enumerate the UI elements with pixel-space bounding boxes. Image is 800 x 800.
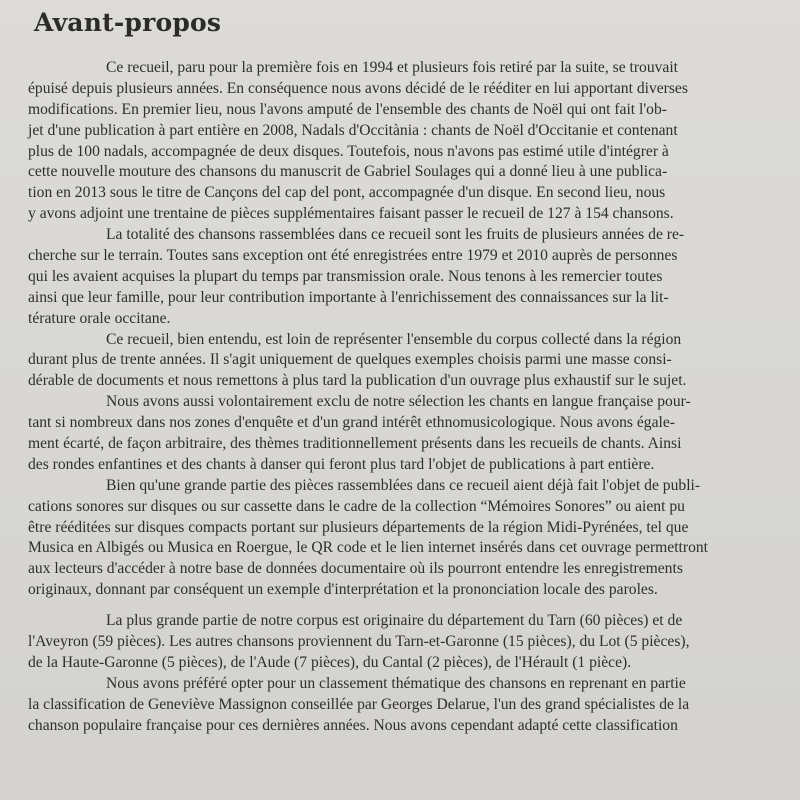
text-line: Ce recueil, paru pour la première fois en 1994 et plusieurs fois retiré par la suite, se trouvait <box>106 59 679 76</box>
page-heading: Avant-propos <box>34 8 222 37</box>
text-line: Nous avons préféré opter pour un classement thématique des chansons en reprenant en partie <box>106 674 686 692</box>
text-line: l'Aveyron (59 pièces). Les autres chansons proviennent du Tarn-et-Garonne (15 pièces), du Lot (5 pièces), <box>28 633 690 651</box>
text-line: térature orale occitane. <box>28 309 171 327</box>
text-line: Musica en Albigés ou Musica en Roergue, le QR code et le lien internet insérés dans cet ouvrage permettront <box>28 539 709 557</box>
text-line: Ce recueil, bien entendu, est loin de représenter l'ensemble du corpus collecté dans la région <box>106 330 682 348</box>
text-line: des rondes enfantines et des chants à danser qui feront plus tard l'objet de publications à part entière. <box>28 455 655 473</box>
text-line: Bien qu'une grande partie des pièces rassemblées dans ce recueil aient déjà fait l'objet de publi- <box>106 476 701 494</box>
text-line: épuisé depuis plusieurs années. En conséquence nous avons décidé de le rééditer en lui apportant diverses <box>28 79 688 97</box>
paragraph-4 <box>28 392 788 476</box>
text-line: La plus grande partie de notre corpus est originaire du département du Tarn (60 pièces) et de <box>106 612 683 630</box>
text-line: dérable de documents et nous remettons à plus tard la publication d'un ouvrage plus exhaustif sur le sujet. <box>28 372 687 390</box>
text-line: originaux, donnant par conséquent un exemple d'interprétation et la prononciation locale des paroles. <box>28 581 658 599</box>
text-line: cations sonores sur disques ou sur cassette dans le cadre de la collection “Mémoires Sonores” ou aient pu <box>28 497 685 515</box>
text-line: jet d'une publication à part entière en 2008, Nadals d'Occitània : chants de Noël d'Occitanie et contenant <box>28 121 678 139</box>
text-line: tion en 2013 sous le titre de Cançons del cap del pont, accompagnée d'un disque. En second lieu, nous <box>28 184 666 202</box>
text-line: cherche sur le terrain. Toutes sans exception ont été enregistrées entre 1979 et 2010 auprès de personnes <box>28 247 678 265</box>
paragraph-1 <box>28 58 788 225</box>
text-line: chanson populaire française pour ces dernières années. Nous avons cependant adapté cette classification <box>28 716 678 734</box>
text-line: y avons adjoint une trentaine de pièces supplémentaires faisant passer le recueil de 127 à 154 chansons. <box>28 205 674 223</box>
text-line: plus de 100 nadals, accompagnée de deux disques. Toutefois, nous n'avons pas estimé utile d'intégrer à <box>28 142 669 160</box>
text-line: La totalité des chansons rassemblées dans ce recueil sont les fruits de plusieurs années de re- <box>106 226 685 244</box>
text-line: tant si nombreux dans nos zones d'enquête et d'un grand intérêt ethnomusicologique. Nous avons égale- <box>28 414 675 432</box>
paragraph-7 <box>28 674 788 737</box>
text-line: être rééditées sur disques compacts portant sur plusieurs départements de la région Midi-Pyrénées, tel que <box>28 518 689 536</box>
text-line: ainsi que leur famille, pour leur contribution importante à l'enrichissement des connaissances sur la lit- <box>28 288 669 306</box>
text-line: aux lecteurs d'accéder à notre base de données documentaire où ils pourront entendre les enregistrements <box>28 560 683 578</box>
paragraph-3 <box>28 330 788 393</box>
paragraph-5 <box>28 476 788 601</box>
body-text <box>28 58 788 737</box>
text-line: durant plus de trente années. Il s'agit uniquement de quelques exemples choisis parmi une masse consi- <box>28 351 672 369</box>
text-line: la classification de Geneviève Massignon conseillée par Georges Delarue, l'un des grand spécialistes de la <box>28 695 690 713</box>
text-line: qui les avaient acquises la plupart du temps par transmission orale. Nous tenons à les remercier toutes <box>28 267 663 285</box>
text-line: Nous avons aussi volontairement exclu de notre sélection les chants en langue française pour- <box>106 393 691 411</box>
text-line: modifications. En premier lieu, nous l'avons amputé de l'ensemble des chants de Noël qui ont fait l'ob- <box>28 100 667 118</box>
text-line: de la Haute-Garonne (5 pièces), de l'Aude (7 pièces), du Cantal (2 pièces), de l'Hérault (1 pièce). <box>28 653 632 671</box>
paragraph-2 <box>28 225 788 329</box>
text-line: cette nouvelle mouture des chansons du manuscrit de Gabriel Soulages qui a donné lieu à une publica- <box>28 163 668 181</box>
text-line: ment écarté, de façon arbitraire, des thèmes traditionnellement présents dans les recueils de chants. Ainsi <box>28 435 682 453</box>
paragraph-6 <box>28 611 788 674</box>
